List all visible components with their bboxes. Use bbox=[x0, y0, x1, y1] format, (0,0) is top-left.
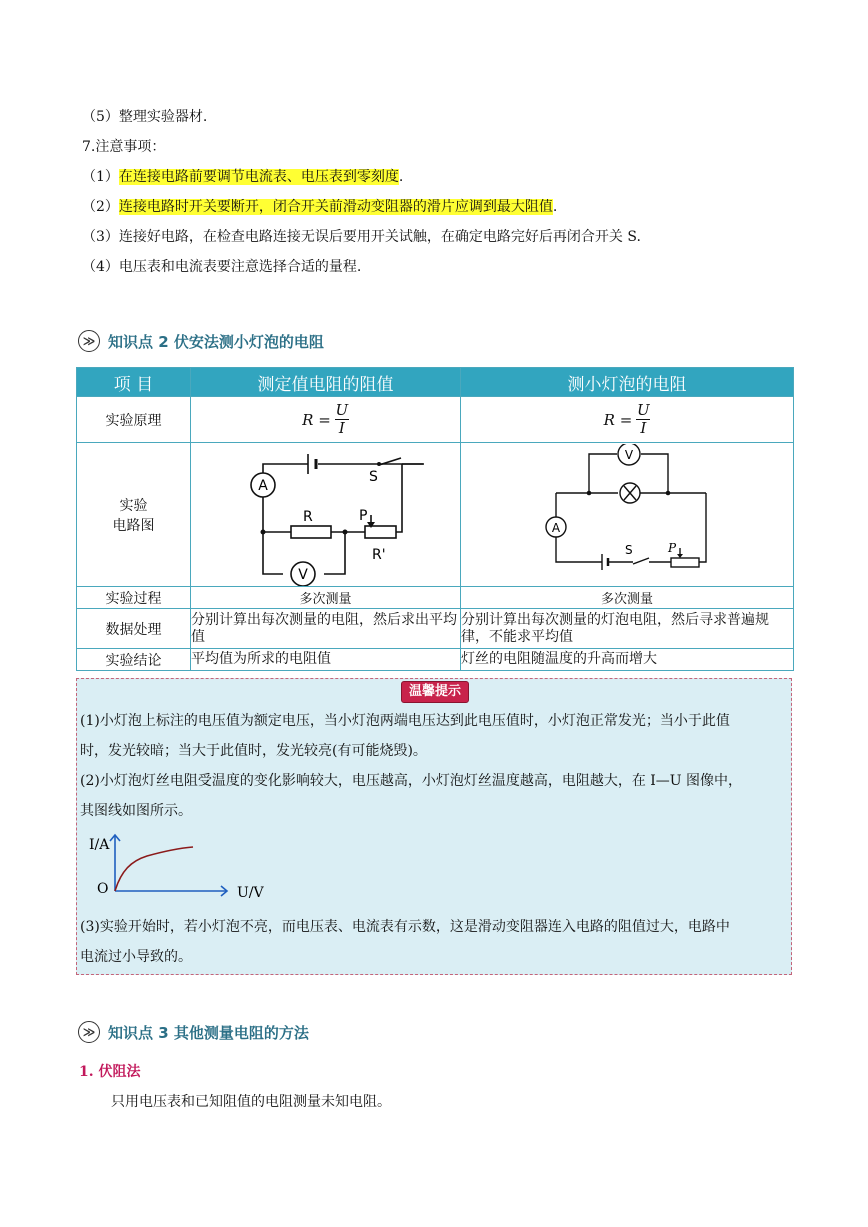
tip-p3-line2: 电流过小导致的。 bbox=[80, 949, 192, 965]
voltmeter-label: V bbox=[298, 566, 308, 583]
note-2-suffix: . bbox=[552, 199, 558, 215]
note-1-highlight: 在连接电路前要调节电流表、电压表到零刻度 bbox=[118, 169, 399, 185]
tip-badge: 温馨提示 bbox=[401, 681, 469, 703]
data-right: 分别计算出每次测量的灯泡电阻，然后寻求普遍规律，不能求平均值 bbox=[461, 609, 794, 649]
header-bulb: 测小灯泡的电阻 bbox=[461, 368, 794, 397]
tip-p1-line2: 时，发光较暗；当大于此值时，发光较亮(有可能烧毁)。 bbox=[80, 743, 427, 759]
header-fixed-resistor: 测定值电阻的阻值 bbox=[191, 368, 461, 397]
tip-p2-line2: 其图线如图所示。 bbox=[80, 803, 192, 819]
iu-graph bbox=[87, 829, 277, 909]
note-2-highlight: 连接电路时开关要断开，闭合开关前滑动变阻器的滑片应调到最大阻值 bbox=[118, 199, 553, 215]
note-3: （3）连接好电路，在检查电路连接无误后要用开关试触，在确定电路完好后再闭合开关 S. bbox=[82, 229, 641, 245]
tip-box bbox=[76, 678, 792, 975]
row-principle-label: 实验原理 bbox=[77, 397, 191, 443]
tip-p1-line1: (1)小灯泡上标注的电压值为额定电压，当小灯泡两端电压达到此电压值时，小灯泡正常发光；当小于此值 bbox=[80, 713, 730, 729]
rheostat-label: R' bbox=[372, 546, 386, 563]
section-3-title: 知识点 3 其他测量电阻的方法 bbox=[108, 1023, 309, 1042]
comparison-table bbox=[76, 367, 794, 671]
iu-curve bbox=[115, 847, 193, 891]
chevron-double-icon: ≫ bbox=[78, 330, 100, 352]
circuit-left-cell bbox=[191, 443, 461, 587]
note-4: （4）电压表和电流表要注意选择合适的量程. bbox=[82, 259, 362, 275]
process-left: 多次测量 bbox=[191, 587, 461, 609]
header-item: 项 目 bbox=[77, 368, 191, 397]
bulb-voltmeter-label: V bbox=[624, 447, 634, 462]
formula-right bbox=[461, 397, 794, 443]
row-process-label: 实验过程 bbox=[77, 587, 191, 609]
row-data-label: 数据处理 bbox=[77, 609, 191, 649]
step-5: （5）整理实验器材. bbox=[82, 109, 208, 125]
resistor-label: R bbox=[303, 508, 313, 525]
formula-lhs: R = bbox=[302, 410, 331, 429]
note-2-prefix: （2） bbox=[82, 199, 119, 215]
process-right: 多次测量 bbox=[461, 587, 794, 609]
switch-label: S bbox=[369, 468, 378, 485]
section-2-title: 知识点 2 伏安法测小灯泡的电阻 bbox=[108, 332, 324, 351]
chevron-double-icon: ≫ bbox=[78, 1021, 100, 1043]
data-left: 分别计算出每次测量的电阻，然后求出平均值 bbox=[191, 609, 461, 649]
note-1 bbox=[82, 166, 403, 186]
bulb-ammeter-label: A bbox=[551, 520, 561, 535]
diagram-label-1: 实验 bbox=[119, 497, 148, 514]
method-1-desc: 只用电压表和已知阻值的电阻测量未知电阻。 bbox=[111, 1094, 391, 1110]
graph-origin: O bbox=[97, 881, 109, 897]
tip-p3-line1: (3)实验开始时，若小灯泡不亮，而电压表、电流表有示数，这是滑动变阻器连入电路的阻值过大，电路中 bbox=[80, 919, 730, 935]
diagram-label-2: 电路图 bbox=[112, 517, 155, 534]
note-1-prefix: （1） bbox=[82, 169, 119, 185]
section-2-heading bbox=[78, 330, 324, 352]
graph-xlabel: U/V bbox=[237, 885, 264, 901]
conclusion-right: 灯丝的电阻随温度的升高而增大 bbox=[461, 649, 794, 671]
section-3-heading bbox=[78, 1021, 309, 1043]
formula-lhs: R = bbox=[603, 410, 633, 429]
circuit-diagram-fixed-resistor bbox=[191, 444, 459, 586]
slider-label: P bbox=[359, 507, 368, 524]
notes-title: 7.注意事项： bbox=[82, 139, 166, 155]
formula-den: I bbox=[640, 419, 647, 437]
row-diagram-label bbox=[77, 443, 191, 587]
row-conclusion-label: 实验结论 bbox=[77, 649, 191, 671]
circuit-right-cell bbox=[461, 443, 794, 587]
bulb-slider-label: P bbox=[668, 540, 677, 555]
circuit-diagram-bulb bbox=[461, 444, 792, 586]
formula-left bbox=[191, 397, 461, 443]
ammeter-label: A bbox=[258, 477, 268, 494]
formula-den: I bbox=[338, 419, 345, 437]
note-2 bbox=[82, 196, 557, 216]
conclusion-left: 平均值为所求的电阻值 bbox=[191, 649, 461, 671]
formula-num: U bbox=[335, 401, 349, 419]
note-1-suffix: . bbox=[398, 169, 404, 185]
formula-num: U bbox=[636, 401, 650, 419]
tip-p2-line1: (2)小灯泡灯丝电阻受温度的变化影响较大，电压越高，小灯泡灯丝温度越高，电阻越大，在 I—U 图像中， bbox=[80, 773, 743, 789]
method-1-title: 1. 伏阻法 bbox=[79, 1064, 141, 1080]
graph-ylabel: I/A bbox=[89, 837, 110, 853]
bulb-switch-label: S bbox=[625, 542, 633, 557]
